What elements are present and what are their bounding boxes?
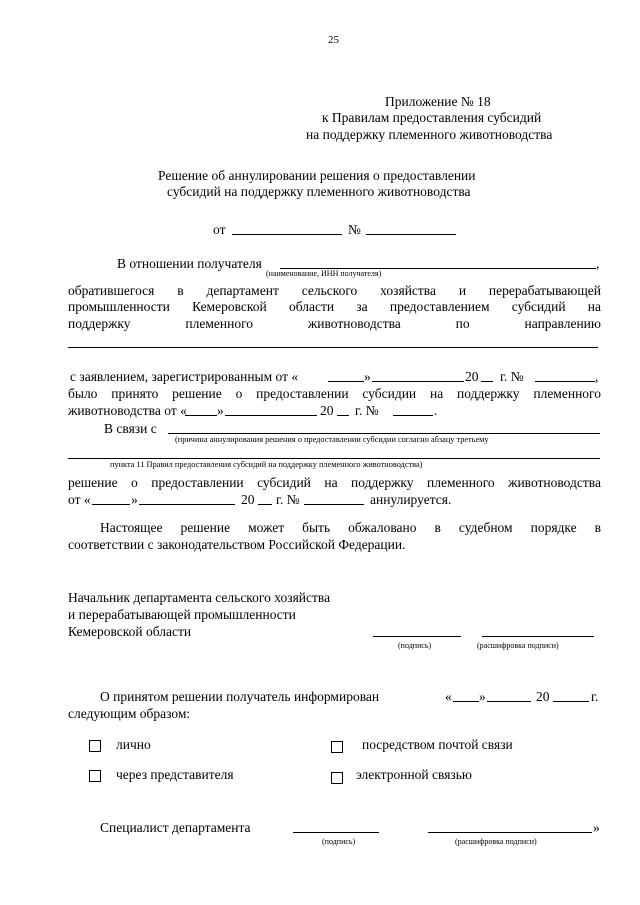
notify-month-field[interactable]	[487, 701, 531, 702]
notification-line1-b: «	[445, 689, 452, 704]
head-sign-caption: (подпись)	[398, 641, 432, 650]
date-field[interactable]	[232, 234, 342, 235]
application-line1-c: 20	[465, 369, 479, 384]
page-number: 25	[328, 34, 339, 46]
post-checkbox[interactable]	[331, 741, 343, 753]
specialist-label: Специалист департамента	[100, 820, 251, 835]
date-from-label: от	[213, 222, 226, 237]
specialist-decode-field[interactable]	[428, 832, 592, 833]
head-signature-field[interactable]	[373, 636, 461, 637]
appeal-line2: соответствии с законодательством Российской Федерации.	[68, 537, 406, 552]
application-line3-e: .	[434, 403, 438, 418]
application-year-field[interactable]	[481, 381, 493, 382]
application-line1-d: г. №	[500, 369, 524, 384]
notification-line2: следующим образом:	[68, 706, 191, 721]
annul-day-field[interactable]	[92, 504, 130, 505]
decision-year-field[interactable]	[337, 415, 349, 416]
application-month-field[interactable]	[372, 381, 464, 382]
head-decode-caption: (расшифровка подписи)	[477, 641, 559, 650]
decision-line2-e: аннулируется.	[370, 492, 452, 507]
reason-caption-2: пункта 11 Правил предоставления субсидий на поддержку племенного животноводства)	[110, 460, 423, 469]
option-personally-label: лично	[116, 737, 151, 752]
head-title-line1: Начальник департамента сельского хозяйства	[68, 590, 331, 605]
application-line3-a: животноводства от «	[68, 403, 187, 418]
appendix-title: Приложение № 18	[385, 94, 491, 109]
head-signature-decode-field[interactable]	[482, 636, 594, 637]
decision-line2-c: 20	[241, 492, 255, 507]
electronic-checkbox[interactable]	[331, 772, 343, 784]
reason-field-2[interactable]	[68, 458, 600, 459]
application-line3-c: 20	[320, 403, 334, 418]
document-title-line1: Решение об аннулировании решения о предоставлении	[158, 168, 476, 183]
application-line2: было принято решение о предоставлении субсидии на поддержку племенного	[68, 386, 601, 401]
recipient-line1: обратившегося в департамент сельского хозяйства и перерабатывающей	[68, 283, 601, 298]
number-field[interactable]	[366, 234, 456, 235]
option-representative-label: через представителя	[116, 767, 234, 782]
specialist-end-quote: »	[593, 820, 600, 835]
notification-line1-e: г.	[591, 689, 599, 704]
head-title-line2: и перерабатывающей промышленности	[68, 607, 296, 622]
recipient-comma: ,	[596, 256, 600, 271]
decision-day-field[interactable]	[185, 415, 217, 416]
decision-line2-b: »	[131, 492, 138, 507]
representative-checkbox[interactable]	[89, 770, 101, 782]
head-title-line3: Кемеровской области	[68, 624, 192, 639]
appendix-line2: к Правилам предоставления субсидий	[322, 110, 542, 125]
application-day-field[interactable]	[328, 381, 364, 382]
application-line3-b: »	[217, 403, 224, 418]
specialist-decode-caption: (расшифровка подписи)	[455, 837, 537, 846]
reason-caption-1: (причина аннулирования решения о предоставлении субсидии согласно абзацу третьему	[175, 435, 489, 444]
personally-checkbox[interactable]	[89, 740, 101, 752]
notification-line1-c: »	[479, 689, 486, 704]
annul-year-field[interactable]	[258, 504, 272, 505]
application-line3-d: г. №	[355, 403, 379, 418]
reason-lead: В связи с	[104, 421, 157, 436]
recipient-line2: промышленности Кемеровской области за предоставлением субсидий на	[68, 299, 601, 314]
document-title-line2: субсидий на поддержку племенного животноводства	[167, 184, 471, 199]
application-line1-e: ,	[595, 369, 599, 384]
annul-month-field[interactable]	[139, 504, 235, 505]
notification-line1-d: 20	[536, 689, 550, 704]
recipient-caption: (наименование, ИНН получателя)	[266, 269, 382, 278]
application-line1-b: »	[364, 369, 371, 384]
appendix-line3: на поддержку племенного животноводства	[306, 127, 553, 142]
notify-year-field[interactable]	[553, 701, 589, 702]
notify-day-field[interactable]	[453, 701, 479, 702]
decision-line2-d: г. №	[276, 492, 300, 507]
option-post-label: посредством почтой связи	[362, 737, 513, 752]
recipient-line3: поддержку племенного животноводства по направлению	[68, 316, 601, 331]
notification-line1-a: О принятом решении получатель информирован	[100, 689, 380, 704]
recipient-lead: В отношении получателя	[117, 256, 262, 271]
specialist-signature-field[interactable]	[293, 832, 379, 833]
decision-line1: решение о предоставлении субсидий на поддержку племенного животноводства	[68, 475, 601, 490]
application-number-field[interactable]	[535, 381, 595, 382]
decision-line2-a: от «	[68, 492, 91, 507]
annul-number-field[interactable]	[304, 504, 364, 505]
specialist-sign-caption: (подпись)	[322, 837, 356, 846]
option-electronic-label: электронной связью	[356, 767, 472, 782]
decision-month-field[interactable]	[225, 415, 317, 416]
appeal-line1: Настоящее решение может быть обжаловано в судебном порядке в	[100, 520, 601, 535]
direction-field[interactable]	[68, 347, 598, 348]
decision-number-field[interactable]	[393, 415, 433, 416]
reason-field[interactable]	[168, 433, 600, 434]
application-line1-a: с заявлением, зарегистрированным от «	[70, 369, 299, 384]
number-label: №	[348, 222, 361, 237]
